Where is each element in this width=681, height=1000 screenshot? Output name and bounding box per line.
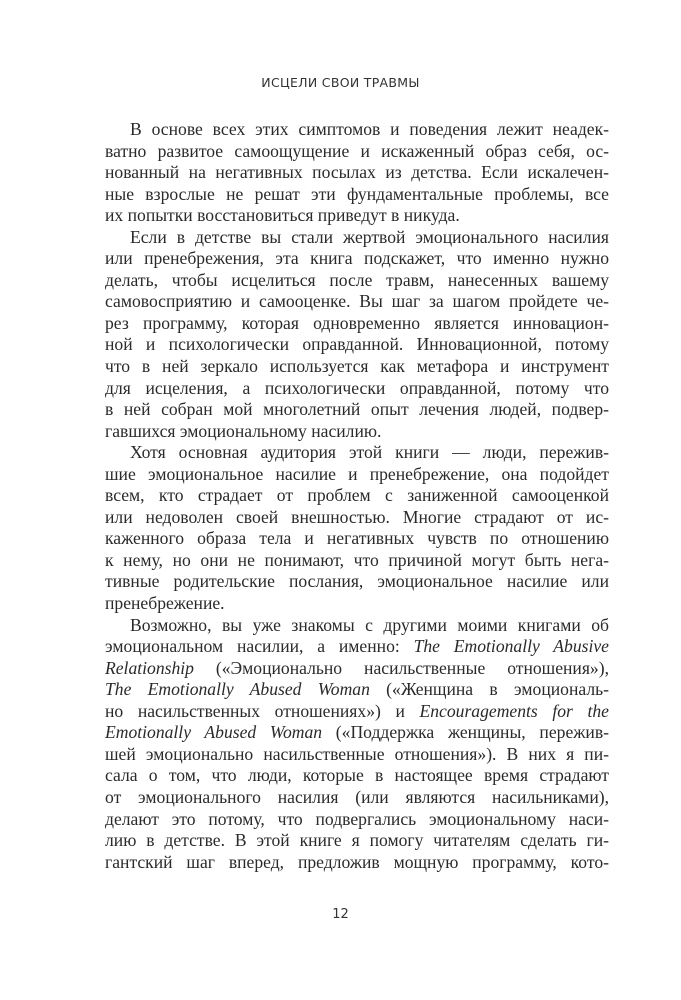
- text-line: [105, 507, 609, 529]
- text-line: [105, 227, 609, 249]
- text-line: [105, 658, 609, 680]
- text-line: [105, 248, 609, 270]
- text-line: [105, 722, 609, 744]
- text-segment: тивные родительские послания, эмоциональное насилие или: [105, 571, 609, 592]
- text-segment: ной и психологически оправданной. Инновационной, потому: [105, 334, 609, 355]
- text-segment: В основе всех этих симптомов и поведения лежит неадек-: [130, 119, 609, 139]
- text-segment: пренебрежение.: [105, 593, 225, 614]
- text-line: [105, 744, 609, 766]
- paragraph: [105, 442, 609, 614]
- text-segment: гавшихся эмоциональному насилию.: [105, 420, 382, 441]
- paragraph: [105, 615, 609, 874]
- text-line: [105, 852, 609, 874]
- text-line: [105, 119, 609, 141]
- text-segment: самовосприятию и самооценке. Вы шаг за шагом пройдете че-: [105, 291, 609, 312]
- text-segment: Возможно, вы уже знакомы с другими моими книгами об: [130, 614, 609, 635]
- text-line: [105, 809, 609, 831]
- text-line: [105, 356, 609, 378]
- text-segment: ные взрослые не решат эти фундаментальные проблемы, все: [105, 183, 609, 204]
- book-title-italic: The Emotionally Abusive: [413, 636, 609, 657]
- text-line: [105, 615, 609, 637]
- text-line: [105, 205, 609, 227]
- paragraph: [105, 119, 609, 227]
- text-segment: от эмоционального насилия (или являются насильниками),: [105, 786, 609, 807]
- text-line: [105, 291, 609, 313]
- text-line: [105, 593, 609, 615]
- book-title-italic: Relationship: [105, 657, 194, 678]
- text-line: [105, 141, 609, 163]
- text-segment: каженного образа тела и негативных чувств по отношению: [105, 528, 609, 549]
- book-title-italic: Emotionally Abused Woman: [105, 722, 323, 743]
- text-line: [105, 787, 609, 809]
- text-segment: делают это потому, что подвергались эмоциональному наси-: [105, 808, 609, 829]
- text-segment: шие эмоциональное насилие и пренебрежение, она подойдет: [105, 463, 609, 484]
- text-line: [105, 830, 609, 852]
- text-segment: («Женщина в эмоциональ-: [369, 679, 610, 700]
- text-segment: сала о том, что люди, которые в настоящее время страдают: [105, 765, 609, 786]
- text-line: [105, 701, 609, 723]
- text-line: [105, 334, 609, 356]
- text-line: [105, 421, 609, 443]
- book-title-italic: Encouragements for the: [419, 700, 609, 721]
- text-line: [105, 162, 609, 184]
- text-line: [105, 184, 609, 206]
- text-segment: гантский шаг вперед, предложив мощную программу, кото-: [105, 851, 609, 872]
- text-segment: всем, кто страдает от проблем с заниженной самооценкой: [105, 485, 609, 506]
- text-segment: их попытки восстановиться приведут в никуда.: [105, 205, 460, 226]
- text-segment: рез программу, которая одновременно является инновацион-: [105, 312, 609, 333]
- text-segment: для исцеления, а психологически оправданной, потому что: [105, 377, 609, 398]
- text-line: [105, 765, 609, 787]
- text-line: [105, 270, 609, 292]
- text-segment: эмоциональном насилии, а именно:: [105, 636, 414, 657]
- body-text: [105, 119, 609, 873]
- text-segment: или пренебрежения, эта книга подскажет, что именно нужно: [105, 248, 609, 269]
- paragraph: [105, 227, 609, 442]
- text-line: [105, 528, 609, 550]
- text-segment: («Поддержка женщины, пережив-: [322, 722, 609, 743]
- text-line: [105, 571, 609, 593]
- text-line: [105, 313, 609, 335]
- book-title-italic: The Emotionally Abused Woman: [105, 679, 370, 700]
- text-segment: Хотя основная аудитория этой книги — люди, пережив-: [130, 442, 609, 463]
- text-line: [105, 464, 609, 486]
- text-segment: или недоволен своей внешностью. Многие страдают от ис-: [105, 506, 609, 527]
- text-segment: ватно развитое самоощущение и искаженный образ себя, ос-: [105, 140, 609, 161]
- text-segment: к нему, но они не понимают, что причиной могут быть нега-: [105, 549, 609, 570]
- text-segment: что в ней зеркало используется как метафора и инструмент: [105, 356, 609, 377]
- page-number: 12: [332, 907, 349, 922]
- text-segment: в ней собран мой многолетний опыт лечения людей, подвер-: [105, 399, 609, 420]
- text-segment: Если в детстве вы стали жертвой эмоционального насилия: [130, 226, 609, 247]
- text-segment: лию в детстве. В этой книге я помогу читателям сделать ги-: [105, 830, 609, 851]
- text-line: [105, 442, 609, 464]
- text-line: [105, 550, 609, 572]
- running-header: ИСЦЕЛИ СВОИ ТРАВМЫ: [261, 75, 420, 90]
- text-line: [105, 378, 609, 400]
- text-line: [105, 679, 609, 701]
- text-segment: но насильственных отношениях») и: [105, 700, 420, 721]
- text-segment: («Эмоционально насильственные отношения»),: [193, 657, 609, 678]
- text-segment: шей эмоционально насильственные отношения»). В них я пи-: [105, 743, 609, 764]
- text-segment: делать, чтобы исцелиться после травм, нанесенных вашему: [105, 269, 609, 290]
- text-line: [105, 399, 609, 421]
- text-line: [105, 485, 609, 507]
- text-line: [105, 636, 609, 658]
- text-segment: нованный на негативных посылах из детства. Если искалечен-: [105, 162, 609, 183]
